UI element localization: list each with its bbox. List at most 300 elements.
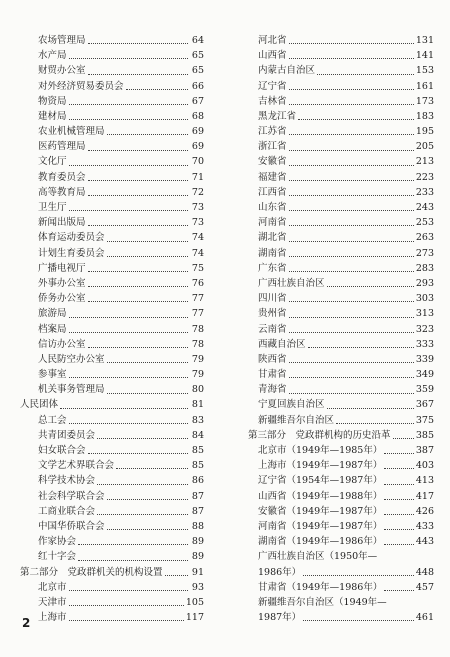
toc-entry bbox=[248, 94, 434, 109]
toc-entry bbox=[20, 489, 204, 504]
toc-entry bbox=[20, 352, 204, 367]
toc-entry-page: 161 bbox=[415, 80, 434, 92]
dot-leader bbox=[88, 453, 188, 454]
toc-entry bbox=[248, 291, 434, 306]
dot-leader bbox=[289, 58, 414, 59]
toc-entry-title: 财贸办公室 bbox=[38, 65, 86, 77]
toc-entry-title: 黑龙江省 bbox=[258, 110, 297, 122]
toc-entry-page: 84 bbox=[191, 429, 204, 441]
toc-entry-title: 西藏自治区 bbox=[258, 338, 306, 350]
toc-entry-title: 新疆维吾尔自治区 bbox=[258, 414, 335, 426]
toc-entry-title: 农业机械管理局 bbox=[38, 126, 105, 138]
toc-entry-page: 75 bbox=[191, 262, 204, 274]
toc-entry-page: 153 bbox=[415, 65, 434, 77]
dot-leader bbox=[97, 438, 188, 439]
dot-leader bbox=[88, 195, 188, 196]
toc-entry-page: 141 bbox=[415, 50, 434, 62]
toc-entry bbox=[248, 352, 434, 367]
toc-entry bbox=[20, 215, 204, 230]
toc-entry bbox=[20, 33, 204, 48]
toc-right-column bbox=[248, 33, 434, 625]
toc-entry-title: 人民团体 bbox=[20, 399, 59, 411]
toc-entry-title: 河南省 bbox=[258, 217, 287, 229]
toc-entry-title: 天津市 bbox=[38, 596, 67, 608]
toc-entry bbox=[20, 246, 204, 261]
toc-entry-page: 69 bbox=[191, 126, 204, 138]
toc-entry bbox=[248, 428, 434, 443]
toc-entry-page: 387 bbox=[415, 445, 434, 457]
dot-leader bbox=[88, 43, 188, 44]
toc-entry-page: 65 bbox=[191, 65, 204, 77]
dot-leader bbox=[289, 165, 414, 166]
toc-entry-page: 417 bbox=[415, 490, 434, 502]
toc-entry-page: 85 bbox=[191, 460, 204, 472]
toc-entry-title: 水产局 bbox=[38, 50, 67, 62]
dot-leader bbox=[88, 74, 188, 75]
toc-entry-page: 403 bbox=[415, 460, 434, 472]
toc-entry bbox=[248, 367, 434, 382]
toc-entry-page: 205 bbox=[415, 141, 434, 153]
toc-entry bbox=[20, 337, 204, 352]
toc-entry bbox=[248, 458, 434, 473]
dot-leader bbox=[69, 590, 188, 591]
toc-entry-title: 浙江省 bbox=[258, 141, 287, 153]
dot-leader bbox=[289, 393, 414, 394]
toc-entry-title: 文学艺术界联合会 bbox=[38, 460, 115, 472]
dot-leader bbox=[289, 89, 414, 90]
toc-entry-page: 443 bbox=[415, 536, 434, 548]
toc-entry-title: 参事室 bbox=[38, 369, 67, 381]
toc-entry bbox=[248, 534, 434, 549]
dot-leader bbox=[97, 484, 188, 485]
toc-entry-page: 86 bbox=[191, 475, 204, 487]
toc-entry-page: 131 bbox=[415, 34, 434, 46]
toc-entry bbox=[248, 549, 434, 564]
dot-leader bbox=[289, 43, 414, 44]
toc-entry bbox=[20, 504, 204, 519]
toc-entry-page: 375 bbox=[415, 414, 434, 426]
dot-leader bbox=[308, 347, 414, 348]
dot-leader bbox=[289, 301, 414, 302]
dot-leader bbox=[384, 484, 414, 485]
dot-leader bbox=[336, 423, 414, 424]
toc-entry bbox=[248, 565, 434, 580]
toc-entry bbox=[248, 519, 434, 534]
toc-entry bbox=[20, 580, 204, 595]
toc-entry-page: 76 bbox=[191, 277, 204, 289]
dot-leader bbox=[384, 468, 414, 469]
toc-entry-title: 河北省 bbox=[258, 34, 287, 46]
dot-leader bbox=[69, 119, 188, 120]
toc-entry-page: 243 bbox=[415, 202, 434, 214]
toc-entry bbox=[20, 473, 204, 488]
dot-leader bbox=[107, 256, 188, 257]
toc-entry-title: 外事办公室 bbox=[38, 277, 86, 289]
toc-entry-page: 69 bbox=[191, 141, 204, 153]
toc-entry bbox=[20, 94, 204, 109]
toc-entry-page: 65 bbox=[191, 50, 204, 62]
dot-leader bbox=[88, 301, 188, 302]
toc-entry-title: 教育委员会 bbox=[38, 171, 86, 183]
toc-entry-title: 计划生育委员会 bbox=[38, 247, 105, 259]
toc-entry-title: 山西省 bbox=[258, 50, 287, 62]
dot-leader bbox=[78, 560, 188, 561]
toc-entry-title: 侨务办公室 bbox=[38, 293, 86, 305]
toc-entry-title: 陕西省 bbox=[258, 353, 287, 365]
dot-leader bbox=[107, 499, 188, 500]
toc-entry-title: 中国华侨联合会 bbox=[38, 520, 105, 532]
toc-entry-title: 机关事务管理局 bbox=[38, 384, 105, 396]
toc-entry-title: 卫生厅 bbox=[38, 202, 67, 214]
toc-entry-title: 山西省（1949年—1988年） bbox=[258, 490, 383, 502]
toc-entry-title: 北京市 bbox=[38, 581, 67, 593]
toc-entry-page: 253 bbox=[415, 217, 434, 229]
toc-entry bbox=[248, 382, 434, 397]
toc-entry-title: 湖北省 bbox=[258, 232, 287, 244]
toc-entry-title: 社会科学联合会 bbox=[38, 490, 105, 502]
dot-leader bbox=[289, 104, 414, 105]
toc-entry bbox=[20, 413, 204, 428]
toc-entry-title: 第三部分 党政群机构的历史沿革 bbox=[248, 429, 391, 441]
toc-entry-page: 79 bbox=[191, 369, 204, 381]
dot-leader bbox=[384, 499, 414, 500]
dot-leader bbox=[88, 225, 188, 226]
toc-entry-title: 红十字会 bbox=[38, 551, 77, 563]
toc-entry bbox=[20, 458, 204, 473]
dot-leader bbox=[69, 317, 188, 318]
dot-leader bbox=[384, 529, 414, 530]
dot-leader bbox=[289, 332, 414, 333]
toc-entry bbox=[20, 48, 204, 63]
toc-entry-page: 85 bbox=[191, 445, 204, 457]
toc-entry bbox=[20, 185, 204, 200]
toc-entry bbox=[248, 63, 434, 78]
toc-entry-page: 173 bbox=[415, 95, 434, 107]
dot-leader bbox=[88, 180, 188, 181]
toc-entry-page: 263 bbox=[415, 232, 434, 244]
toc-entry-title: 北京市（1949年—1985年） bbox=[258, 445, 383, 457]
toc-entry-page: 71 bbox=[191, 171, 204, 183]
dot-leader bbox=[289, 225, 414, 226]
dot-leader bbox=[69, 605, 184, 606]
dot-leader bbox=[69, 620, 184, 621]
toc-entry-page: 91 bbox=[191, 566, 204, 578]
toc-entry-page: 79 bbox=[191, 353, 204, 365]
toc-entry-page: 77 bbox=[191, 308, 204, 320]
page-number: 2 bbox=[22, 616, 31, 630]
dot-leader bbox=[78, 544, 188, 545]
dot-leader bbox=[107, 393, 188, 394]
toc-entry-page: 105 bbox=[185, 596, 204, 608]
toc-entry-page: 77 bbox=[191, 293, 204, 305]
dot-leader bbox=[116, 468, 188, 469]
toc-entry bbox=[20, 230, 204, 245]
toc-entry-page: 273 bbox=[415, 247, 434, 259]
toc-entry-page: 89 bbox=[191, 551, 204, 563]
toc-entry bbox=[20, 428, 204, 443]
toc-entry bbox=[248, 170, 434, 185]
toc-entry-title: 广西壮族自治区 bbox=[258, 277, 325, 289]
toc-entry bbox=[20, 155, 204, 170]
toc-entry bbox=[20, 534, 204, 549]
toc-entry-title: 档案局 bbox=[38, 323, 67, 335]
toc-entry-title: 辽宁省（1954年—1987年） bbox=[258, 475, 383, 487]
dot-leader bbox=[88, 150, 188, 151]
toc-entry-title: 文化厅 bbox=[38, 156, 67, 168]
toc-entry-page: 339 bbox=[415, 353, 434, 365]
dot-leader bbox=[69, 423, 188, 424]
toc-entry-page: 70 bbox=[191, 156, 204, 168]
toc-entry-title: 第二部分 党政群机关的机构设置 bbox=[20, 566, 163, 578]
toc-entry-page: 359 bbox=[415, 384, 434, 396]
toc-entry-title: 总工会 bbox=[38, 414, 67, 426]
toc-entry bbox=[248, 246, 434, 261]
dot-leader bbox=[69, 332, 188, 333]
toc-entry-page: 93 bbox=[191, 581, 204, 593]
dot-leader bbox=[384, 453, 414, 454]
dot-leader bbox=[88, 271, 188, 272]
toc-entry-title: 湖南省（1949年—1986年） bbox=[258, 536, 383, 548]
toc-entry-title: 共青团委员会 bbox=[38, 429, 96, 441]
toc-entry-page: 78 bbox=[191, 338, 204, 350]
dot-leader bbox=[289, 377, 414, 378]
toc-entry-page: 183 bbox=[415, 110, 434, 122]
toc-left-column bbox=[20, 33, 204, 625]
dot-leader bbox=[69, 165, 188, 166]
dot-leader bbox=[69, 104, 188, 105]
toc-entry-page: 72 bbox=[191, 186, 204, 198]
dot-leader bbox=[289, 256, 414, 257]
toc-entry-page: 385 bbox=[415, 429, 434, 441]
toc-entry-title: 内蒙古自治区 bbox=[258, 65, 316, 77]
toc-entry-page: 88 bbox=[191, 520, 204, 532]
dot-leader bbox=[317, 74, 414, 75]
toc-entry bbox=[248, 580, 434, 595]
toc-entry bbox=[20, 139, 204, 154]
toc-entry-page: 195 bbox=[415, 126, 434, 138]
toc-entry bbox=[248, 398, 434, 413]
toc-entry bbox=[248, 230, 434, 245]
toc-entry-title: 广西壮族自治区（1950年— bbox=[258, 551, 378, 563]
dot-leader bbox=[384, 544, 414, 545]
toc-entry bbox=[248, 473, 434, 488]
toc-entry bbox=[248, 139, 434, 154]
toc-entry-page: 81 bbox=[191, 399, 204, 411]
toc-entry-page: 223 bbox=[415, 171, 434, 183]
dot-leader bbox=[289, 134, 414, 135]
toc-entry-page: 74 bbox=[191, 247, 204, 259]
toc-entry bbox=[20, 367, 204, 382]
toc-entry bbox=[20, 565, 204, 580]
toc-entry-page: 333 bbox=[415, 338, 434, 350]
toc-entry-title: 新闻出版局 bbox=[38, 217, 86, 229]
toc-entry bbox=[20, 306, 204, 321]
toc-entry bbox=[20, 170, 204, 185]
toc-entry-page: 68 bbox=[191, 110, 204, 122]
toc-entry-page: 293 bbox=[415, 277, 434, 289]
dot-leader bbox=[289, 271, 414, 272]
toc-entry-page: 213 bbox=[415, 156, 434, 168]
toc-entry-title: 云南省 bbox=[258, 323, 287, 335]
toc-entry bbox=[248, 595, 434, 610]
toc-entry-page: 303 bbox=[415, 293, 434, 305]
toc-entry bbox=[248, 48, 434, 63]
toc-entry bbox=[20, 79, 204, 94]
dot-leader bbox=[303, 575, 414, 576]
toc-entry bbox=[248, 276, 434, 291]
dot-leader bbox=[303, 620, 414, 621]
toc-entry-title: 1986年） bbox=[258, 566, 302, 578]
toc-entry-title: 江苏省 bbox=[258, 126, 287, 138]
toc-entry-title: 作家协会 bbox=[38, 536, 77, 548]
dot-leader bbox=[165, 575, 188, 576]
dot-leader bbox=[88, 286, 188, 287]
toc-entry-page: 89 bbox=[191, 536, 204, 548]
toc-entry bbox=[248, 610, 434, 625]
toc-entry-page: 457 bbox=[415, 581, 434, 593]
toc-entry-page: 433 bbox=[415, 520, 434, 532]
toc-entry-page: 74 bbox=[191, 232, 204, 244]
toc-entry-title: 河南省（1949年—1987年） bbox=[258, 520, 383, 532]
toc-entry-title: 甘肃省（1949年—1986年） bbox=[258, 581, 383, 593]
toc-entry bbox=[248, 79, 434, 94]
toc-entry-title: 湖南省 bbox=[258, 247, 287, 259]
toc-entry-title: 人民防空办公室 bbox=[38, 353, 105, 365]
toc-entry-page: 78 bbox=[191, 323, 204, 335]
toc-entry-page: 413 bbox=[415, 475, 434, 487]
dot-leader bbox=[69, 210, 188, 211]
toc-entry-title: 吉林省 bbox=[258, 95, 287, 107]
toc-entry-page: 426 bbox=[415, 505, 434, 517]
dot-leader bbox=[384, 514, 414, 515]
dot-leader bbox=[107, 362, 188, 363]
toc-entry-page: 367 bbox=[415, 399, 434, 411]
toc-entry-title: 医药管理局 bbox=[38, 141, 86, 153]
toc-entry-page: 80 bbox=[191, 384, 204, 396]
toc-entry-page: 323 bbox=[415, 323, 434, 335]
toc-entry-title: 上海市 bbox=[38, 612, 67, 624]
toc-entry bbox=[20, 382, 204, 397]
toc-entry-title: 科学技术协会 bbox=[38, 475, 96, 487]
toc-entry bbox=[248, 306, 434, 321]
toc-entry-title: 新疆维吾尔自治区（1949年— bbox=[258, 596, 387, 608]
dot-leader bbox=[384, 590, 414, 591]
toc-entry bbox=[248, 443, 434, 458]
dot-leader bbox=[289, 150, 414, 151]
toc-entry-page: 233 bbox=[415, 186, 434, 198]
toc-entry-title: 广播电视厅 bbox=[38, 262, 86, 274]
toc-entry-page: 448 bbox=[415, 566, 434, 578]
toc-entry bbox=[20, 519, 204, 534]
toc-entry bbox=[248, 337, 434, 352]
toc-entry-page: 67 bbox=[191, 95, 204, 107]
toc-entry-title: 福建省 bbox=[258, 171, 287, 183]
toc-entry-title: 宁夏回族自治区 bbox=[258, 399, 325, 411]
toc-entry bbox=[20, 610, 204, 625]
toc-entry-title: 广东省 bbox=[258, 262, 287, 274]
toc-entry-page: 66 bbox=[191, 80, 204, 92]
toc-entry-page: 461 bbox=[415, 612, 434, 624]
toc-entry bbox=[20, 322, 204, 337]
toc-entry-title: 辽宁省 bbox=[258, 80, 287, 92]
toc-entry bbox=[20, 276, 204, 291]
toc-entry-page: 117 bbox=[185, 612, 204, 624]
toc-entry-page: 87 bbox=[191, 490, 204, 502]
toc-entry-title: 甘肃省 bbox=[258, 369, 287, 381]
toc-entry bbox=[248, 504, 434, 519]
toc-entry bbox=[20, 124, 204, 139]
toc-entry bbox=[248, 155, 434, 170]
toc-entry bbox=[20, 291, 204, 306]
toc-entry bbox=[248, 33, 434, 48]
dot-leader bbox=[327, 408, 414, 409]
toc-entry bbox=[20, 261, 204, 276]
toc-entry-title: 高等教育局 bbox=[38, 186, 86, 198]
toc-entry bbox=[248, 322, 434, 337]
dot-leader bbox=[107, 529, 188, 530]
toc-entry-title: 旅游局 bbox=[38, 308, 67, 320]
dot-leader bbox=[88, 347, 188, 348]
toc-entry bbox=[20, 109, 204, 124]
toc-entry-title: 安徽省（1949年—1987年） bbox=[258, 505, 383, 517]
toc-entry-title: 1987年） bbox=[258, 612, 302, 624]
dot-leader bbox=[126, 89, 188, 90]
toc-entry bbox=[20, 595, 204, 610]
dot-leader bbox=[60, 408, 188, 409]
toc-entry-page: 73 bbox=[191, 217, 204, 229]
dot-leader bbox=[289, 195, 414, 196]
toc-entry-page: 313 bbox=[415, 308, 434, 320]
toc-entry bbox=[248, 185, 434, 200]
toc-entry-page: 64 bbox=[191, 34, 204, 46]
toc-entry-page: 73 bbox=[191, 202, 204, 214]
toc-entry bbox=[248, 489, 434, 504]
toc-entry-title: 对外经济贸易委员会 bbox=[38, 80, 124, 92]
toc-entry-title: 妇女联合会 bbox=[38, 445, 86, 457]
toc-entry bbox=[248, 124, 434, 139]
toc-entry-title: 江西省 bbox=[258, 186, 287, 198]
dot-leader bbox=[298, 119, 414, 120]
dot-leader bbox=[69, 58, 188, 59]
toc-entry-title: 物资局 bbox=[38, 95, 67, 107]
toc-entry bbox=[248, 215, 434, 230]
dot-leader bbox=[289, 317, 414, 318]
dot-leader bbox=[289, 362, 414, 363]
toc-entry-title: 四川省 bbox=[258, 293, 287, 305]
toc-entry-title: 建材局 bbox=[38, 110, 67, 122]
toc-entry-title: 上海市（1949年—1987年） bbox=[258, 460, 383, 472]
toc-entry-title: 农场管理局 bbox=[38, 34, 86, 46]
dot-leader bbox=[107, 241, 188, 242]
dot-leader bbox=[107, 134, 188, 135]
toc-entry-page: 87 bbox=[191, 505, 204, 517]
dot-leader bbox=[289, 241, 414, 242]
dot-leader bbox=[393, 438, 414, 439]
toc-entry-title: 工商业联合会 bbox=[38, 505, 96, 517]
toc-entry bbox=[20, 549, 204, 564]
toc-entry bbox=[20, 443, 204, 458]
toc-entry-page: 283 bbox=[415, 262, 434, 274]
dot-leader bbox=[289, 180, 414, 181]
toc-entry bbox=[248, 413, 434, 428]
toc-entry-page: 349 bbox=[415, 369, 434, 381]
toc-entry-title: 信访办公室 bbox=[38, 338, 86, 350]
toc-entry-title: 贵州省 bbox=[258, 308, 287, 320]
toc-entry bbox=[248, 109, 434, 124]
toc-entry bbox=[248, 200, 434, 215]
toc-entry-title: 体育运动委员会 bbox=[38, 232, 105, 244]
toc-entry-page: 83 bbox=[191, 414, 204, 426]
